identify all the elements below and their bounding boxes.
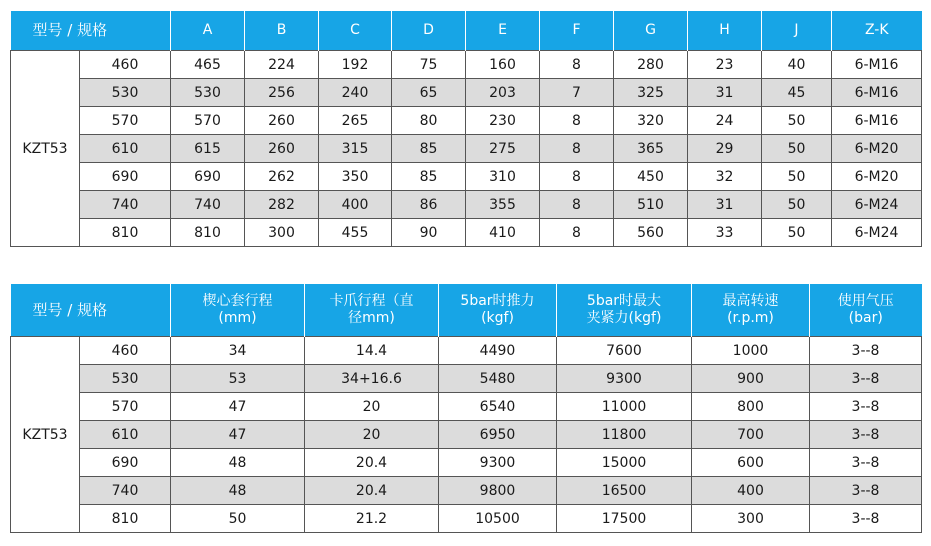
spec-table-performance — [10, 284, 922, 533]
table-cell: 4490 — [439, 337, 557, 365]
table-cell: 31 — [688, 191, 762, 219]
table-cell: 3--8 — [810, 505, 922, 533]
header-col — [171, 284, 305, 337]
table-cell: 15000 — [557, 449, 692, 477]
table-row — [11, 51, 922, 79]
spec-size-cell: 810 — [80, 505, 171, 533]
table-cell: 80 — [392, 107, 466, 135]
table-cell: 20.4 — [305, 477, 439, 505]
table-cell: 6-M20 — [832, 135, 922, 163]
table-row — [11, 477, 922, 505]
header-col — [692, 284, 810, 337]
table-cell: 65 — [392, 79, 466, 107]
table-cell: 280 — [614, 51, 688, 79]
table-cell: 3--8 — [810, 421, 922, 449]
header-col: F — [540, 11, 614, 51]
header-col — [439, 284, 557, 337]
table-cell: 3--8 — [810, 477, 922, 505]
header-model-spec: 型号 / 规格 — [11, 11, 171, 51]
table-body — [11, 51, 922, 247]
table-cell: 355 — [466, 191, 540, 219]
table-cell: 8 — [540, 219, 614, 247]
spec-size-cell: 570 — [80, 107, 171, 135]
table-cell: 325 — [614, 79, 688, 107]
table-cell: 50 — [762, 163, 832, 191]
table-cell: 86 — [392, 191, 466, 219]
table-cell: 690 — [171, 163, 245, 191]
header-col: B — [245, 11, 319, 51]
header-line: 卡爪行程（直 — [329, 293, 414, 309]
table-cell: 560 — [614, 219, 688, 247]
table-cell: 260 — [245, 107, 319, 135]
table-cell: 315 — [319, 135, 392, 163]
table-cell: 230 — [466, 107, 540, 135]
spec-size-cell: 810 — [80, 219, 171, 247]
table-cell: 400 — [319, 191, 392, 219]
table-cell: 400 — [692, 477, 810, 505]
table-cell: 48 — [171, 477, 305, 505]
spec-size-cell: 460 — [80, 51, 171, 79]
table-cell: 24 — [688, 107, 762, 135]
table-cell: 350 — [319, 163, 392, 191]
table-cell: 3--8 — [810, 337, 922, 365]
table-cell: 282 — [245, 191, 319, 219]
table-cell: 240 — [319, 79, 392, 107]
table-cell: 50 — [762, 191, 832, 219]
table-row — [11, 449, 922, 477]
table-cell: 8 — [540, 135, 614, 163]
header-line: 楔心套行程 — [202, 293, 273, 309]
spec-size-cell: 570 — [80, 393, 171, 421]
table-row — [11, 135, 922, 163]
header-line: 夹紧力(kgf) — [586, 310, 662, 326]
header-col: C — [319, 11, 392, 51]
header-col: G — [614, 11, 688, 51]
header-col: H — [688, 11, 762, 51]
table-cell: 410 — [466, 219, 540, 247]
table-cell: 47 — [171, 393, 305, 421]
table-cell: 203 — [466, 79, 540, 107]
table-cell: 90 — [392, 219, 466, 247]
table-cell: 9300 — [439, 449, 557, 477]
header-col: D — [392, 11, 466, 51]
table-row — [11, 107, 922, 135]
spec-table-dimensions — [10, 11, 922, 247]
spec-size-cell: 530 — [80, 365, 171, 393]
header-line: 型号 / 规格 — [32, 300, 108, 319]
table-body — [11, 337, 922, 533]
table-cell: 810 — [171, 219, 245, 247]
header-line: 径mm) — [348, 310, 395, 326]
spec-size-cell: 740 — [80, 477, 171, 505]
table-row — [11, 79, 922, 107]
table-cell: 465 — [171, 51, 245, 79]
table-cell: 510 — [614, 191, 688, 219]
table-row — [11, 337, 922, 365]
spec-size-cell: 610 — [80, 135, 171, 163]
header-model-spec — [11, 284, 171, 337]
table-cell: 50 — [762, 219, 832, 247]
table-cell: 300 — [692, 505, 810, 533]
header-line: 5bar时推力 — [460, 293, 535, 309]
spec-size-cell: 690 — [80, 163, 171, 191]
table-row — [11, 421, 922, 449]
table-cell: 11000 — [557, 393, 692, 421]
table-cell: 40 — [762, 51, 832, 79]
table-cell: 600 — [692, 449, 810, 477]
table-cell: 33 — [688, 219, 762, 247]
table-cell: 45 — [762, 79, 832, 107]
table-row — [11, 365, 922, 393]
table-cell: 530 — [171, 79, 245, 107]
header-line: (kgf) — [481, 310, 514, 326]
table-row — [11, 191, 922, 219]
table-cell: 50 — [762, 107, 832, 135]
table-header-row — [11, 284, 922, 337]
table-cell: 50 — [762, 135, 832, 163]
table-cell: 17500 — [557, 505, 692, 533]
table-cell: 32 — [688, 163, 762, 191]
table-cell: 450 — [614, 163, 688, 191]
table-cell: 7 — [540, 79, 614, 107]
table-cell: 900 — [692, 365, 810, 393]
header-line: (mm) — [218, 310, 257, 326]
table-cell: 34+16.6 — [305, 365, 439, 393]
table-cell: 800 — [692, 393, 810, 421]
table-cell: 20 — [305, 393, 439, 421]
spec-size-cell: 460 — [80, 337, 171, 365]
table-cell: 256 — [245, 79, 319, 107]
table-cell: 6540 — [439, 393, 557, 421]
header-col — [305, 284, 439, 337]
table-cell: 1000 — [692, 337, 810, 365]
table-cell: 265 — [319, 107, 392, 135]
table-cell: 224 — [245, 51, 319, 79]
table-cell: 10500 — [439, 505, 557, 533]
table-cell: 29 — [688, 135, 762, 163]
header-col: A — [171, 11, 245, 51]
table-cell: 320 — [614, 107, 688, 135]
table-cell: 8 — [540, 163, 614, 191]
table-cell: 3--8 — [810, 365, 922, 393]
table-cell: 262 — [245, 163, 319, 191]
table-cell: 455 — [319, 219, 392, 247]
header-line: 最高转速 — [722, 293, 779, 309]
table-cell: 5480 — [439, 365, 557, 393]
table-header-row — [11, 11, 922, 51]
header-col — [810, 284, 922, 337]
table-cell: 50 — [171, 505, 305, 533]
table-cell: 6-M24 — [832, 219, 922, 247]
model-cell: KZT53 — [11, 51, 80, 247]
header-col: J — [762, 11, 832, 51]
table-cell: 16500 — [557, 477, 692, 505]
table-cell: 85 — [392, 163, 466, 191]
header-line: 5bar时最大 — [586, 293, 662, 309]
table-cell: 260 — [245, 135, 319, 163]
table-cell: 23 — [688, 51, 762, 79]
header-line: (bar) — [848, 310, 883, 326]
table-cell: 8 — [540, 191, 614, 219]
table-cell: 9800 — [439, 477, 557, 505]
header-col: Z-K — [832, 11, 922, 51]
table-cell: 6950 — [439, 421, 557, 449]
table-cell: 570 — [171, 107, 245, 135]
table-cell: 11800 — [557, 421, 692, 449]
table-row — [11, 505, 922, 533]
header-col: E — [466, 11, 540, 51]
table-cell: 6-M20 — [832, 163, 922, 191]
spec-size-cell: 740 — [80, 191, 171, 219]
table-cell: 8 — [540, 51, 614, 79]
spec-size-cell: 690 — [80, 449, 171, 477]
table-row — [11, 393, 922, 421]
table-cell: 7600 — [557, 337, 692, 365]
table-cell: 275 — [466, 135, 540, 163]
table-cell: 160 — [466, 51, 540, 79]
table-cell: 3--8 — [810, 393, 922, 421]
table-cell: 6-M16 — [832, 79, 922, 107]
table-cell: 31 — [688, 79, 762, 107]
table-cell: 3--8 — [810, 449, 922, 477]
table-cell: 21.2 — [305, 505, 439, 533]
table-cell: 34 — [171, 337, 305, 365]
table-cell: 192 — [319, 51, 392, 79]
table-cell: 75 — [392, 51, 466, 79]
table-cell: 740 — [171, 191, 245, 219]
table-cell: 6-M24 — [832, 191, 922, 219]
header-line: (r.p.m) — [727, 310, 774, 326]
table-cell: 615 — [171, 135, 245, 163]
table-cell: 48 — [171, 449, 305, 477]
table-cell: 8 — [540, 107, 614, 135]
spec-size-cell: 530 — [80, 79, 171, 107]
table-cell: 6-M16 — [832, 107, 922, 135]
spec-size-cell: 610 — [80, 421, 171, 449]
table-cell: 6-M16 — [832, 51, 922, 79]
table-row — [11, 163, 922, 191]
table-row — [11, 219, 922, 247]
table-cell: 47 — [171, 421, 305, 449]
table-cell: 20 — [305, 421, 439, 449]
header-line: 使用气压 — [837, 293, 894, 309]
table-cell: 85 — [392, 135, 466, 163]
table-cell: 300 — [245, 219, 319, 247]
table-cell: 53 — [171, 365, 305, 393]
table-cell: 14.4 — [305, 337, 439, 365]
table-cell: 365 — [614, 135, 688, 163]
table-cell: 700 — [692, 421, 810, 449]
model-cell: KZT53 — [11, 337, 80, 533]
table-cell: 20.4 — [305, 449, 439, 477]
header-col — [557, 284, 692, 337]
table-cell: 310 — [466, 163, 540, 191]
table-cell: 9300 — [557, 365, 692, 393]
